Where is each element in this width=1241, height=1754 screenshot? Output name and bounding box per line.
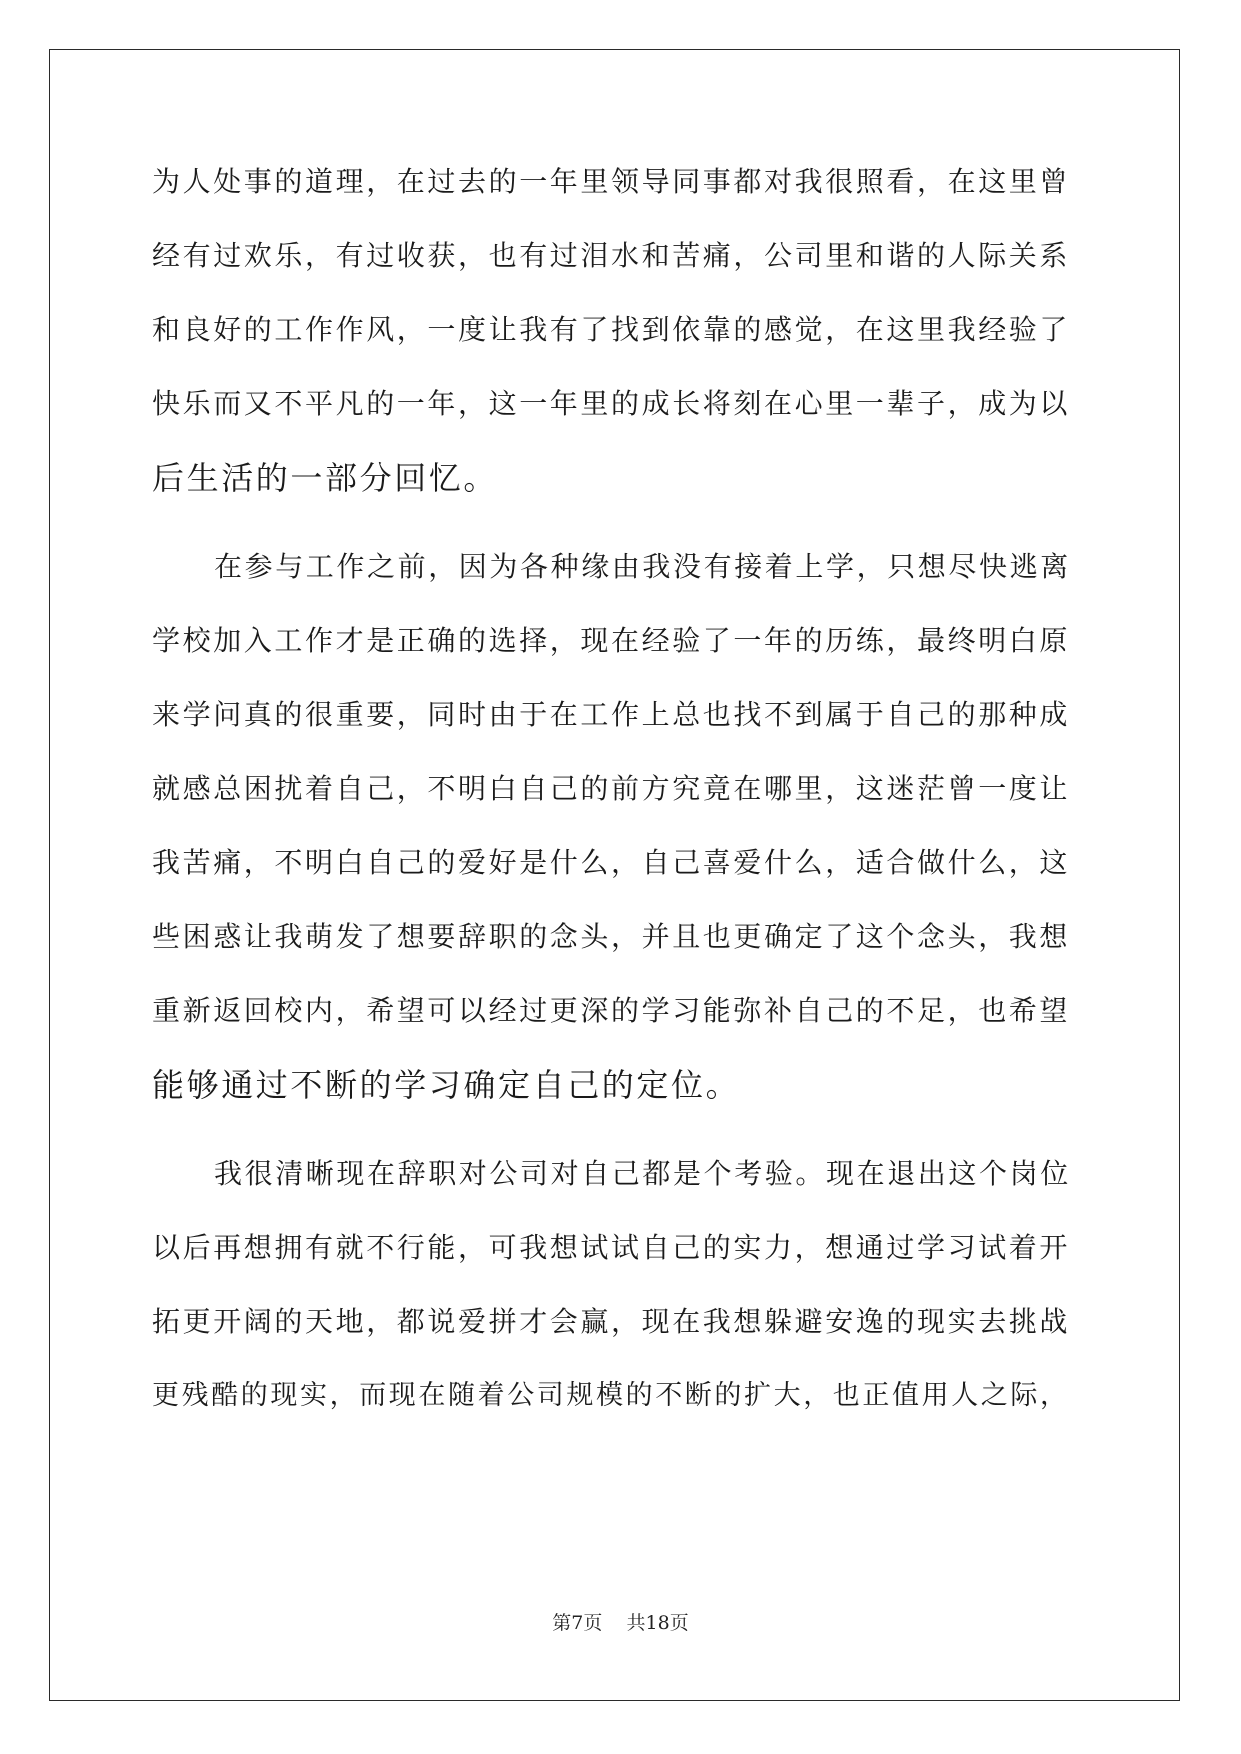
text-line: 为人处事的道理，在过去的一年里领导同事都对我很照看，在这里曾 bbox=[152, 165, 1071, 198]
text-line: 和良好的工作作风，一度让我有了找到依靠的感觉，在这里我经验了 bbox=[152, 313, 1071, 346]
text-line: 快乐而又不平凡的一年，这一年里的成长将刻在心里一辈子，成为以 bbox=[152, 387, 1071, 420]
text-line: 来学问真的很重要，同时由于在工作上总也找不到属于自己的那种成 bbox=[152, 698, 1071, 731]
text-line: 后生活的一部分回忆。 bbox=[152, 459, 499, 497]
text-line: 能够通过不断的学习确定自己的定位。 bbox=[152, 1066, 741, 1104]
text-line: 经有过欢乐，有过收获，也有过泪水和苦痛，公司里和谐的人际关系 bbox=[152, 239, 1071, 272]
text-line: 更残酷的现实，而现在随着公司规模的不断的扩大，也正值用人之际， bbox=[152, 1380, 1070, 1411]
text-line: 学校加入工作才是正确的选择，现在经验了一年的历练，最终明白原 bbox=[152, 624, 1071, 657]
text-line: 就感总困扰着自己，不明白自己的前方究竟在哪里，这迷茫曾一度让 bbox=[152, 772, 1071, 805]
text-line: 拓更开阔的天地，都说爱拼才会赢，现在我想躲避安逸的现实去挑战 bbox=[152, 1305, 1071, 1338]
text-line: 以后再想拥有就不行能，可我想试试自己的实力，想通过学习试着开 bbox=[152, 1231, 1071, 1264]
text-line: 些困惑让我萌发了想要辞职的念头，并且也更确定了这个念头，我想 bbox=[152, 920, 1071, 953]
text-line: 我很清晰现在辞职对公司对自己都是个考验。现在退出这个岗位 bbox=[214, 1157, 1071, 1190]
text-line: 重新返回校内，希望可以经过更深的学习能弥补自己的不足，也希望 bbox=[152, 994, 1071, 1027]
page-number: 第7页 共18页 bbox=[552, 1612, 689, 1634]
text-line: 在参与工作之前，因为各种缘由我没有接着上学，只想尽快逃离 bbox=[214, 550, 1071, 583]
text-line: 我苦痛，不明白自己的爱好是什么，自己喜爱什么，适合做什么，这 bbox=[152, 846, 1071, 879]
